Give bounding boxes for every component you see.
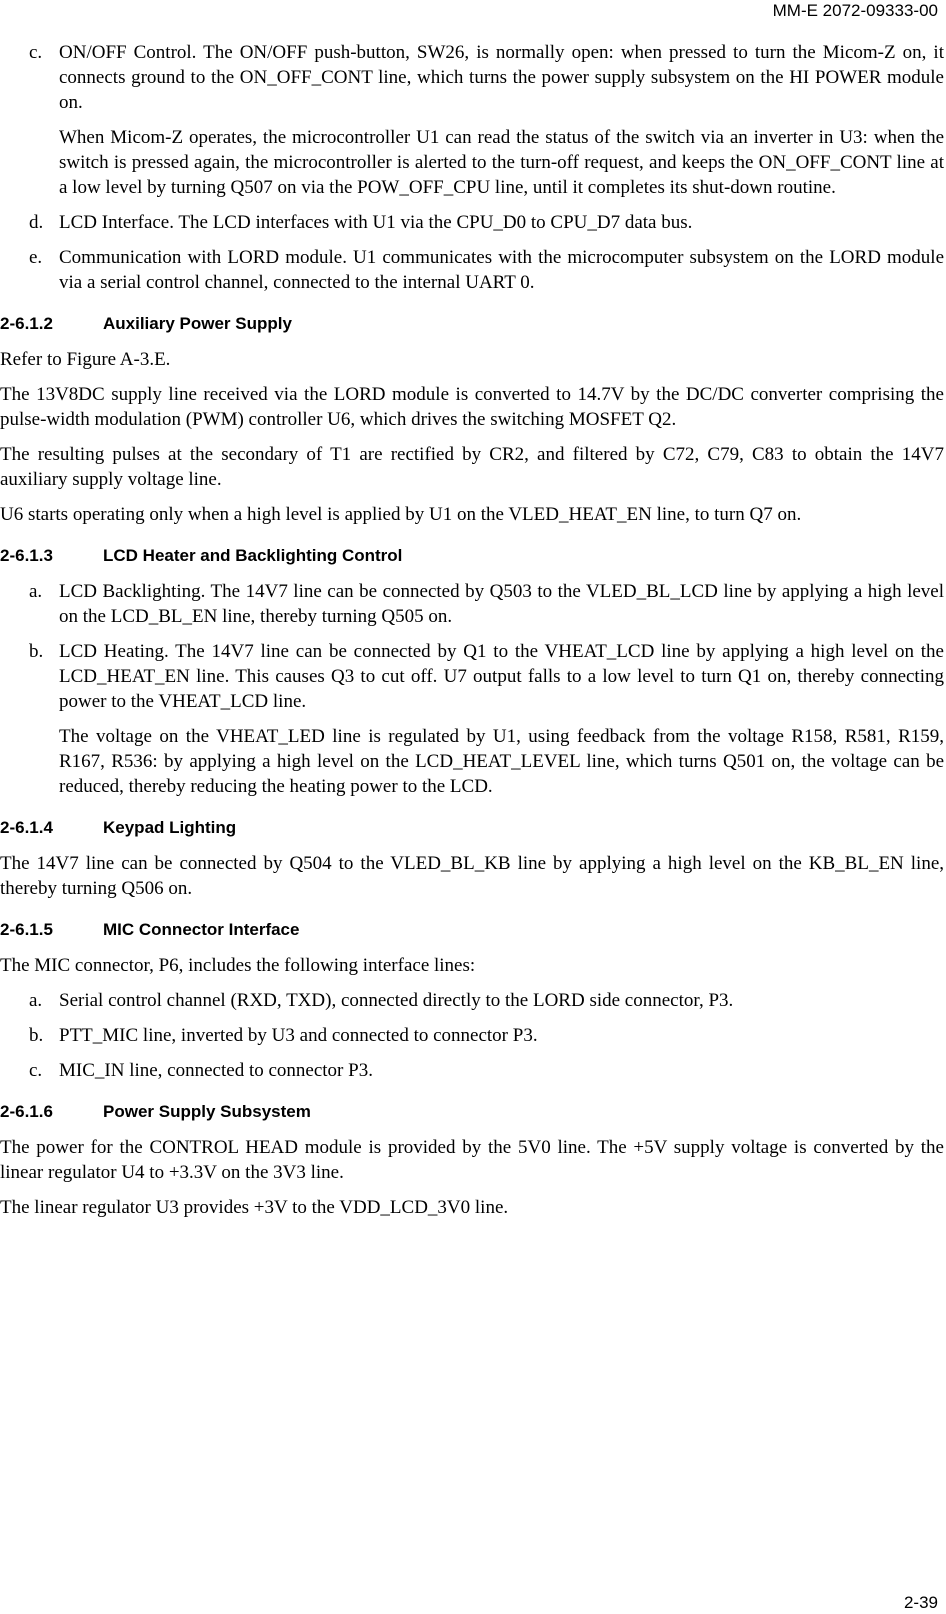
document-number: MM-E 2072-09333-00	[772, 1, 938, 20]
list-item-letter: d.	[29, 212, 44, 233]
list-item-text: Serial control channel (RXD, TXD), connected directly to the LORD side connector, P3.	[59, 990, 734, 1011]
paragraph: The 14V7 line can be connected by Q504 to the VLED_BL_KB line by applying a high level on the KB_BL_EN line, thereby turning Q506 on.	[0, 853, 944, 899]
list-item-text: MIC_IN line, connected to connector P3.	[59, 1060, 373, 1081]
section-heading-lcd-heater	[0, 545, 944, 567]
list-item-letter: e.	[29, 247, 43, 268]
page-content	[0, 40, 944, 1230]
list-item-text: ON/OFF Control. The ON/OFF push-button, SW26, is normally open: when pressed to turn the Micom-Z on, it connects ground to the ON_OFF_CONT line, which turns the power supply subsystem on the HI POWER module on.	[59, 42, 944, 113]
list-item-text: PTT_MIC line, inverted by U3 and connected to connector P3.	[59, 1025, 538, 1046]
section-number: 2-6.1.2	[0, 314, 53, 333]
section-heading-keypad-lighting	[0, 817, 944, 839]
list-item-lcd-heating	[0, 639, 944, 799]
list-item-text: LCD Interface. The LCD interfaces with U1 via the CPU_D0 to CPU_D7 data bus.	[59, 212, 693, 233]
section-number: 2-6.1.3	[0, 546, 53, 565]
paragraph: The MIC connector, P6, includes the following interface lines:	[0, 955, 476, 976]
section-title: Keypad Lighting	[103, 818, 237, 837]
list-item-letter: a.	[29, 581, 43, 602]
list-item-text: LCD Heating. The 14V7 line can be connected by Q1 to the VHEAT_LCD line by applying a high level on the LCD_HEAT_EN line. This causes Q3 to cut off. U7 output falls to a low level to turn Q1 on, thereby connecting power to the VHEAT_LCD line.	[59, 641, 944, 712]
paragraph: Refer to Figure A-3.E.	[0, 349, 171, 370]
list-item-letter: b.	[29, 1025, 44, 1046]
list-item-serial-channel	[0, 988, 944, 1013]
list-item-letter: c.	[29, 42, 43, 63]
section-number: 2-6.1.4	[0, 818, 53, 837]
list-item-onoff-control	[0, 40, 944, 200]
list-item-subparagraph: When Micom-Z operates, the microcontroller U1 can read the status of the switch via an inverter in U3: when the switch is pressed again, the microcontroller is alerted to the turn-off request, and keeps the ON_OFF_CONT line at a low level by turning Q507 on via the POW_OFF_CPU line, until it completes its shut-down routine.	[59, 127, 944, 198]
list-item-lcd-backlighting	[0, 579, 944, 629]
list-item-text: Communication with LORD module. U1 communicates with the microcomputer subsystem on the LORD module via a serial control channel, connected to the internal UART 0.	[59, 247, 944, 293]
section-heading-power-supply	[0, 1101, 944, 1123]
section-heading-mic-connector	[0, 919, 944, 941]
list-item-subparagraph: The voltage on the VHEAT_LED line is regulated by U1, using feedback from the voltage R158, R581, R159, R167, R536: by applying a high level on the LCD_HEAT_LEVEL line, which turns Q501 on, the voltage can be reduced, thereby reducing the heating power to the LCD.	[59, 726, 944, 797]
list-item-letter: a.	[29, 990, 43, 1011]
page-number: 2-39	[903, 1593, 938, 1612]
section-title: Auxiliary Power Supply	[103, 314, 292, 333]
list-item-lord-communication	[0, 245, 944, 295]
section-title: MIC Connector Interface	[103, 920, 300, 939]
list-item-ptt-mic	[0, 1023, 944, 1048]
list-item-mic-in	[0, 1058, 944, 1083]
section-heading-auxiliary-power	[0, 313, 944, 335]
section-title: Power Supply Subsystem	[103, 1102, 311, 1121]
list-item-lcd-interface	[0, 210, 944, 235]
list-item-text: LCD Backlighting. The 14V7 line can be connected by Q503 to the VLED_BL_LCD line by applying a high level on the LCD_BL_EN line, thereby turning Q505 on.	[59, 581, 944, 627]
section-title: LCD Heater and Backlighting Control	[103, 546, 403, 565]
list-item-letter: b.	[29, 641, 44, 662]
paragraph: The resulting pulses at the secondary of T1 are rectified by CR2, and filtered by C72, C79, C83 to obtain the 14V7 auxiliary supply voltage line.	[0, 444, 944, 490]
paragraph: The 13V8DC supply line received via the LORD module is converted to 14.7V by the DC/DC converter comprising the pulse-width modulation (PWM) controller U6, which drives the switching MOSFET Q2.	[0, 384, 944, 430]
section-number: 2-6.1.6	[0, 1102, 53, 1121]
section-number: 2-6.1.5	[0, 920, 53, 939]
paragraph: The power for the CONTROL HEAD module is provided by the 5V0 line. The +5V supply voltage is converted by the linear regulator U4 to +3.3V on the 3V3 line.	[0, 1137, 944, 1183]
paragraph: The linear regulator U3 provides +3V to the VDD_LCD_3V0 line.	[0, 1197, 509, 1218]
paragraph: U6 starts operating only when a high level is applied by U1 on the VLED_HEAT_EN line, to turn Q7 on.	[0, 504, 802, 525]
list-item-letter: c.	[29, 1060, 43, 1081]
